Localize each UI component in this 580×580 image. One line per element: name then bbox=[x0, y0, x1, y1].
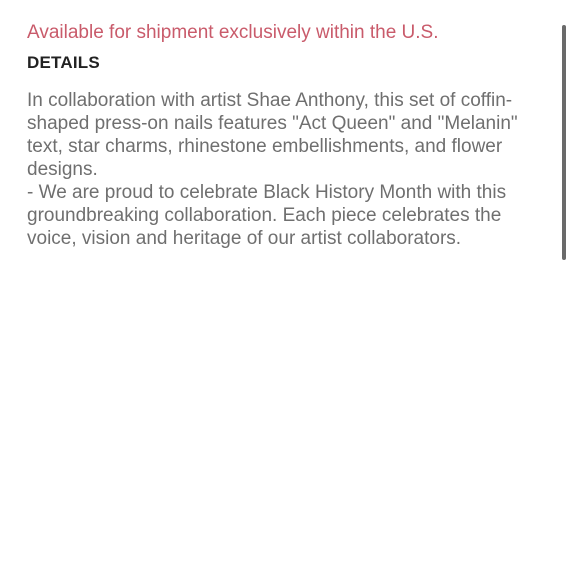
vertical-scrollbar[interactable] bbox=[562, 25, 566, 260]
product-details-panel bbox=[27, 20, 547, 250]
description-paragraph: - We are proud to celebrate Black History Month with this groundbreaking collaboration. Each piece celebrates the voice, vision and heritage of our artist collaborators. bbox=[27, 182, 507, 249]
product-description bbox=[27, 89, 547, 250]
scrollbar-thumb[interactable] bbox=[562, 25, 566, 260]
details-heading: DETAILS bbox=[27, 53, 100, 72]
description-paragraph: In collaboration with artist Shae Anthony, this set of coffin-shaped press-on nails features "Act Queen" and "Melanin" text, star charms, rhinestone embellishments, and flower designs. bbox=[27, 90, 518, 180]
shipping-availability-note: Available for shipment exclusively within the U.S. bbox=[27, 22, 439, 43]
